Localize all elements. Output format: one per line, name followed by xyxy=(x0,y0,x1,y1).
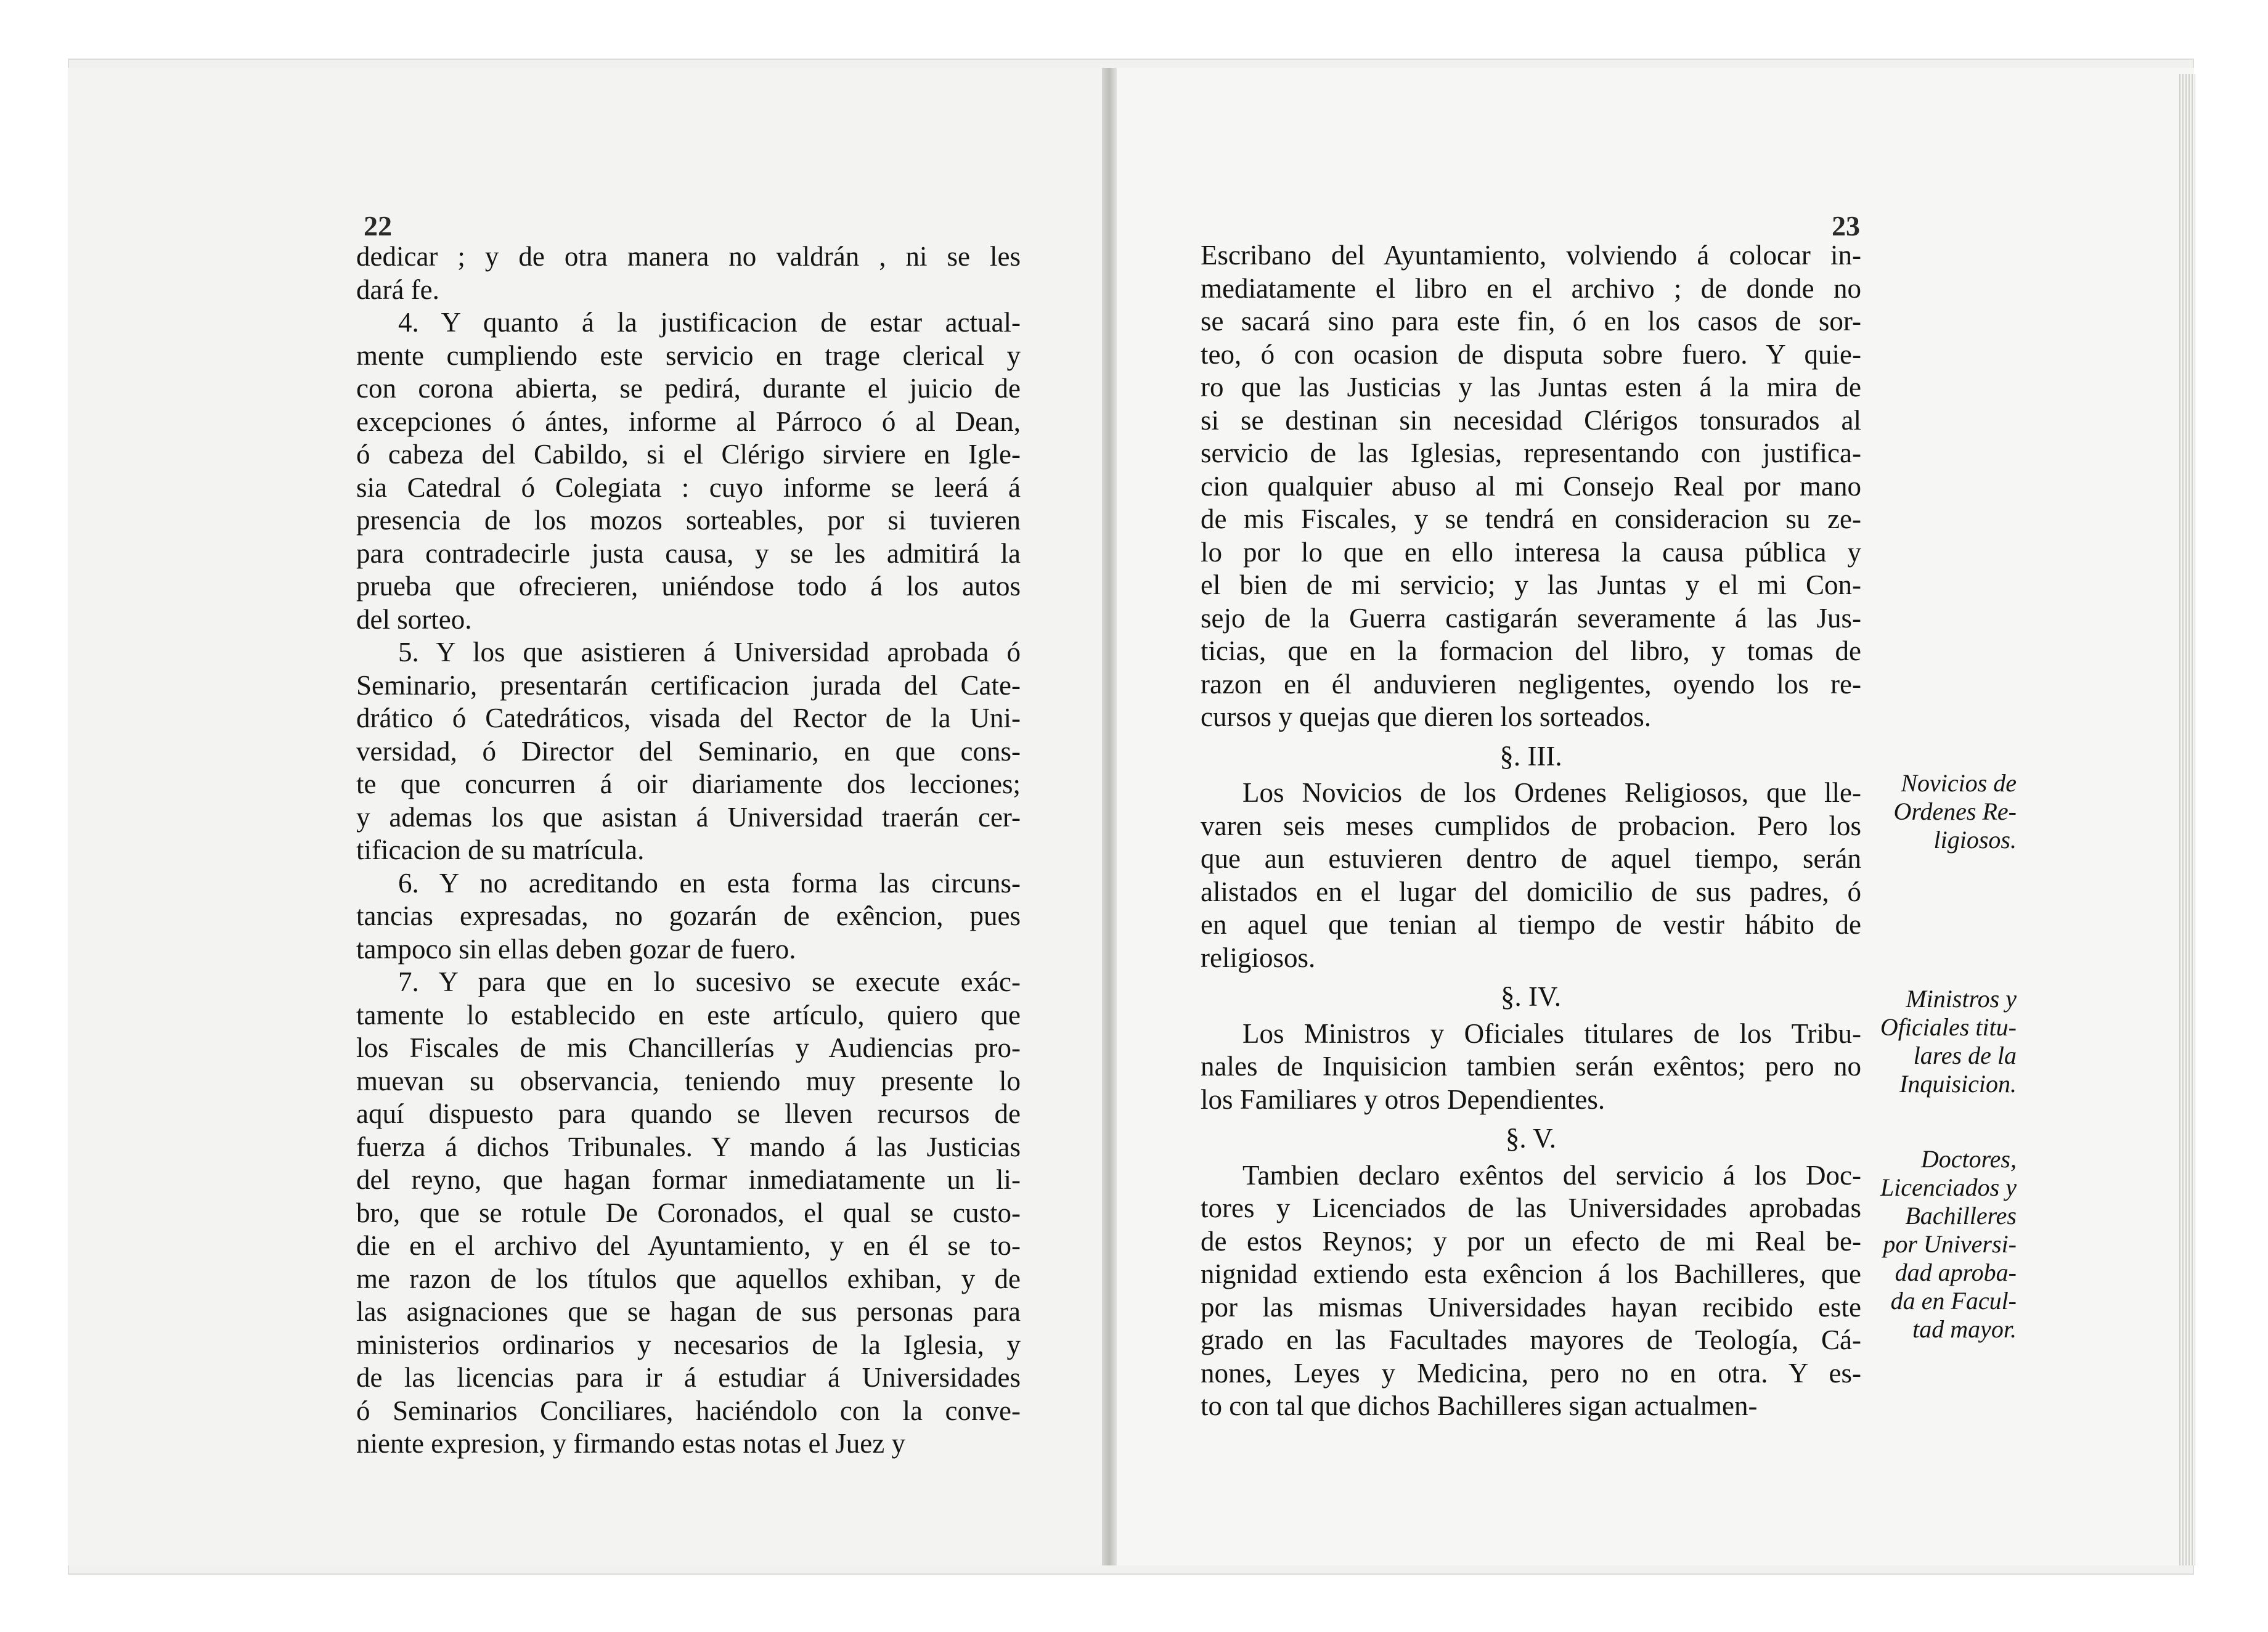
text-line: versidad, ó Director del Seminario, en que cons- xyxy=(356,735,1021,767)
section-v-text xyxy=(1201,1159,1861,1423)
page-edges xyxy=(2179,74,2195,1565)
text-line: religiosos. xyxy=(1201,942,1316,973)
text-line: Escribano del Ayuntamiento, volviendo á colocar in- xyxy=(1201,240,1861,271)
text-line: Tambien declaro exêntos del servicio á los Doc- xyxy=(1242,1159,1861,1191)
section-iii-text xyxy=(1201,777,1861,974)
left-page-number: 22 xyxy=(364,210,392,242)
margin-note-line: Inquisicion. xyxy=(1899,1070,2017,1098)
text-line: en aquel que tenian al tiempo de vestir hábito de xyxy=(1201,909,1861,940)
text-line: te que concurren á oir diariamente dos lecciones; xyxy=(356,769,1021,799)
text-line: excepciones ó ántes, informe al Párroco ó al Dean, xyxy=(356,406,1021,437)
text-line: prueba que ofrecieren, uniéndose todo á los autos xyxy=(356,571,1021,602)
text-line: grado en las Facultades mayores de Teología, Cá- xyxy=(1201,1324,1861,1355)
text-line: Los Ministros y Oficiales titulares de los Tribu- xyxy=(1242,1018,1861,1049)
margin-note-line: por Universi- xyxy=(1883,1230,2017,1258)
margin-note-line: Ordenes Re- xyxy=(1893,798,2017,825)
section-heading-iv: §. IV. xyxy=(1501,981,1561,1012)
text-line: ticias, que en la formacion del libro, y tomas de xyxy=(1201,635,1861,666)
text-line: tores y Licenciados de las Universidades aprobadas xyxy=(1201,1193,1861,1223)
text-line: varen seis meses cumplidos de probacion. Pero los xyxy=(1201,810,1861,841)
margin-note-line: Licenciados y xyxy=(1880,1173,2017,1201)
text-line: niente expresion, y firmando estas notas el Juez y xyxy=(356,1428,905,1459)
text-line: tamente lo establecido en este artículo, quiero que xyxy=(356,999,1021,1030)
text-line: para contradecirle justa causa, y se les admitirá la xyxy=(356,537,1021,569)
text-line: to con tal que dichos Bachilleres sigan actualmen- xyxy=(1201,1390,1758,1421)
text-line: razon en él anduvieren negligentes, oyendo los re- xyxy=(1201,668,1861,700)
text-line: sejo de la Guerra castigarán severamente á las Jus- xyxy=(1201,602,1861,634)
text-line: drático ó Catedráticos, visada del Rector de la Uni- xyxy=(356,703,1021,733)
text-line: Seminario, presentarán certificacion jurada del Cate- xyxy=(356,669,1021,701)
text-line: die en el archivo del Ayuntamiento, y en él se to- xyxy=(356,1230,1021,1261)
text-line: fuerza á dichos Tribunales. Y mando á las Justicias xyxy=(356,1131,1021,1162)
text-line: ó Seminarios Conciliares, haciéndolo con la conve- xyxy=(356,1395,1021,1426)
section-iv-text xyxy=(1201,1018,1861,1117)
text-line: con corona abierta, se pedirá, durante el juicio de xyxy=(356,373,1021,404)
margin-note-novicios xyxy=(1874,769,2017,854)
margin-note-line: lares de la xyxy=(1913,1042,2017,1069)
margin-note-doctores xyxy=(1874,1145,2017,1344)
text-line: del sorteo. xyxy=(356,603,472,635)
margin-note-line: tad mayor. xyxy=(1912,1315,2017,1343)
text-line: se sacará sino para este fin, ó en los casos de sor- xyxy=(1201,306,1861,337)
text-line: de estos Reynos; y por un efecto de mi Real be- xyxy=(1201,1225,1861,1257)
text-line: aquí dispuesto para quando se lleven recursos de xyxy=(356,1098,1021,1129)
text-line: el bien de mi servicio; y las Juntas y el mi Con- xyxy=(1201,569,1861,600)
text-line: me razon de los títulos que aquellos exhiban, y de xyxy=(356,1263,1021,1294)
text-line: dedicar ; y de otra manera no valdrán , ni se les xyxy=(356,241,1021,272)
margin-note-line: dad aproba- xyxy=(1895,1259,2017,1286)
section-heading-iii: §. III. xyxy=(1499,740,1562,772)
text-line: los Familiares y otros Dependientes. xyxy=(1201,1083,1605,1115)
text-line: nignidad extiendo esta exêncion á los Bachilleres, que xyxy=(1201,1259,1861,1289)
margin-note-line: Oficiales titu- xyxy=(1880,1013,2017,1041)
text-line: alistados en el lugar del domicilio de sus padres, ó xyxy=(1201,876,1861,907)
text-line: teo, ó con ocasion de disputa sobre fuero. Y quie- xyxy=(1201,338,1861,370)
text-line: nones, Leyes y Medicina, pero no en otra. Y es- xyxy=(1201,1357,1861,1389)
margin-note-line: Ministros y xyxy=(1906,985,2017,1013)
text-line: tancias expresadas, no gozarán de exêncion, pues xyxy=(356,900,1021,931)
margin-note-line: Novicios de xyxy=(1901,769,2017,797)
text-line: servicio de las Iglesias, representando con justifica- xyxy=(1201,438,1861,468)
text-line: bro, que se rotule De Coronados, el qual se custo- xyxy=(356,1197,1021,1228)
text-line: de las licencias para ir á estudiar á Universidades xyxy=(356,1362,1021,1393)
text-line: por las mismas Universidades hayan recibido este xyxy=(1201,1291,1861,1323)
section-heading-v: §. V. xyxy=(1505,1123,1557,1154)
text-line: tificacion de su matrícula. xyxy=(356,834,645,865)
text-line: las asignaciones que se hagan de sus personas para xyxy=(356,1296,1021,1327)
text-line: del reyno, que hagan formar inmediatamente un li- xyxy=(356,1164,1021,1195)
text-line: de mis Fiscales, y se tendrá en consideracion su ze- xyxy=(1201,504,1861,534)
text-line: los Fiscales de mis Chancillerías y Audiencias pro- xyxy=(356,1032,1021,1063)
text-line: y ademas los que asistan á Universidad traerán cer- xyxy=(356,801,1021,833)
margin-note-line: Doctores, xyxy=(1920,1145,2017,1173)
text-line: ro que las Justicias y las Juntas esten á la mira de xyxy=(1201,372,1861,402)
text-line: ministerios ordinarios y necesarios de la Iglesia, y xyxy=(356,1329,1021,1360)
text-line: sia Catedral ó Colegiata : cuyo informe se leerá á xyxy=(356,471,1021,503)
text-line: 5. Y los que asistieren á Universidad aprobada ó xyxy=(398,637,1021,667)
text-line: Los Novicios de los Ordenes Religiosos, que lle- xyxy=(1242,777,1861,808)
text-line: mente cumpliendo este servicio en trage clerical y xyxy=(356,340,1021,371)
text-line: lo por lo que en ello interesa la causa pública y xyxy=(1201,536,1861,568)
text-line: dará fe. xyxy=(356,274,439,305)
text-line: mediatamente el libro en el archivo ; de donde no xyxy=(1201,272,1861,304)
book-gutter xyxy=(1102,68,1117,1565)
text-line: nales de Inquisicion tambien serán exêntos; pero no xyxy=(1201,1051,1861,1082)
text-line: muevan su observancia, teniendo muy presente lo xyxy=(356,1065,1021,1096)
text-line: cion qualquier abuso al mi Consejo Real por mano xyxy=(1201,470,1861,502)
margin-note-line: da en Facul- xyxy=(1890,1287,2017,1315)
right-paragraph-continuation xyxy=(1201,239,1861,734)
margin-note-line: ligiosos. xyxy=(1933,826,2017,854)
margin-note-line: Bachilleres xyxy=(1905,1202,2017,1230)
text-line: 7. Y para que en lo sucesivo se execute exác- xyxy=(398,966,1021,997)
text-line: presencia de los mozos sorteables, por si tuvieren xyxy=(356,505,1021,536)
margin-note-ministros xyxy=(1874,985,2017,1098)
text-line: 6. Y no acreditando en esta forma las circuns- xyxy=(398,867,1021,899)
text-line: tampoco sin ellas deben gozar de fuero. xyxy=(356,933,796,965)
right-page-text xyxy=(1201,239,1861,1423)
text-line: 4. Y quanto á la justificacion de estar actual- xyxy=(398,307,1021,338)
left-page-text xyxy=(356,240,1021,1461)
text-line: cursos y quejas que dieren los sorteados. xyxy=(1201,701,1652,732)
text-line: ó cabeza del Cabildo, si el Clérigo sirviere en Igle- xyxy=(356,439,1021,470)
text-line: que aun estuvieren dentro de aquel tiempo, serán xyxy=(1201,843,1861,874)
right-page-number: 23 xyxy=(1832,210,1860,242)
text-line: si se destinan sin necesidad Clérigos tonsurados al xyxy=(1201,404,1861,436)
